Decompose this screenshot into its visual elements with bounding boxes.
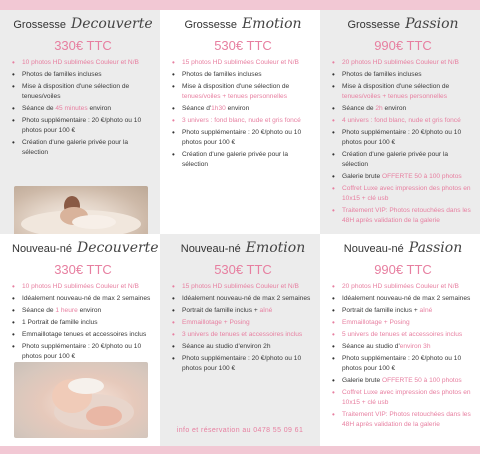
feature-text: sublimées Couleur et N/B bbox=[222, 283, 299, 290]
feature-text: Mise à disposition d'une sélection de bbox=[342, 83, 450, 90]
feature-item bbox=[332, 116, 474, 126]
feature-text: de tenues et accessoires inclus bbox=[208, 331, 303, 338]
feature-item bbox=[332, 376, 474, 386]
feature-item bbox=[12, 70, 154, 80]
section-nouveau-ne bbox=[0, 234, 480, 446]
package-title bbox=[12, 16, 154, 36]
feature-text: sublimées Couleur et N/B bbox=[222, 59, 299, 66]
package-price: 330€ TTC bbox=[54, 38, 112, 53]
feature-item bbox=[332, 294, 474, 304]
top-band bbox=[0, 0, 480, 10]
feature-text: Galerie brute bbox=[342, 173, 382, 180]
feature-text: sublimées Couleur et N/B bbox=[382, 59, 459, 66]
feature-text: Idéalement nouveau-né de max 2 semaines bbox=[182, 295, 311, 302]
feature-highlight: Traitement VIP bbox=[342, 207, 386, 214]
feature-item bbox=[332, 318, 474, 328]
feature-highlight: Coffret Luxe bbox=[342, 389, 378, 396]
feature-list bbox=[12, 282, 154, 362]
feature-highlight: environ 3h bbox=[399, 343, 431, 350]
feature-item bbox=[332, 306, 474, 316]
feature-text: environ bbox=[225, 105, 250, 112]
newborn-photo-illustration bbox=[14, 362, 148, 438]
feature-highlight: 20 photos HD bbox=[342, 59, 383, 66]
feature-item bbox=[332, 58, 474, 68]
feature-item bbox=[172, 318, 314, 328]
feature-text: Photos de familles incluses bbox=[182, 71, 262, 78]
feature-text: 1 Portrait de famille inclus bbox=[22, 319, 98, 326]
feature-text: Mise à disposition d'une sélection de tenues/voiles bbox=[22, 83, 130, 100]
package-title bbox=[332, 240, 474, 260]
feature-text: environ bbox=[87, 105, 112, 112]
feature-highlight: Coffret Luxe bbox=[342, 185, 378, 192]
feature-highlight: clé usb bbox=[367, 195, 389, 202]
feature-text: Photo supplémentaire : 20 €/photo ou 10 photos pour 100 € bbox=[22, 117, 142, 134]
feature-item bbox=[332, 354, 474, 374]
feature-item bbox=[332, 150, 474, 170]
feature-item bbox=[332, 410, 474, 430]
feature-text: Portrait de famille inclus + bbox=[342, 307, 420, 314]
package-grossesse-decouverte bbox=[0, 10, 160, 234]
feature-item bbox=[172, 82, 314, 102]
feature-item bbox=[172, 58, 314, 68]
feature-highlight: 45 minutes bbox=[55, 105, 88, 112]
package-price: 530€ TTC bbox=[214, 262, 272, 277]
feature-list bbox=[12, 58, 154, 158]
feature-highlight: 5 univers bbox=[342, 331, 369, 338]
feature-item bbox=[332, 330, 474, 340]
package-grossesse-emotion bbox=[160, 10, 320, 234]
feature-text: Idéalement nouveau-né de max 2 semaines bbox=[22, 295, 151, 302]
feature-highlight: aîné bbox=[419, 307, 433, 314]
feature-highlight: 15 photos HD bbox=[182, 283, 223, 290]
feature-item bbox=[332, 184, 474, 204]
feature-list bbox=[172, 58, 314, 170]
feature-item bbox=[332, 82, 474, 102]
feature-highlight: 2h bbox=[375, 105, 383, 112]
feature-text: environ bbox=[382, 105, 407, 112]
feature-item bbox=[12, 330, 154, 340]
feature-highlight: 1h30 bbox=[211, 105, 226, 112]
feature-item bbox=[12, 294, 154, 304]
feature-text: Séance d' bbox=[182, 105, 212, 112]
feature-text: Portrait de famille inclus + bbox=[182, 307, 260, 314]
feature-item bbox=[172, 104, 314, 114]
feature-list bbox=[332, 282, 474, 430]
feature-item bbox=[172, 150, 314, 170]
feature-item bbox=[332, 70, 474, 80]
feature-item bbox=[172, 282, 314, 292]
package-title-plain: Grossesse bbox=[347, 19, 401, 31]
feature-text: Photo supplémentaire : 20 €/photo ou 10 photos pour 100 € bbox=[342, 129, 462, 146]
feature-text: : fond blanc, nude et gris foncé bbox=[208, 117, 301, 124]
feature-highlight: 15 photos HD bbox=[182, 59, 223, 66]
feature-text: avec impression des photos en 10x15 + bbox=[342, 389, 471, 406]
feature-text: Idéalement nouveau-né de max 2 semaines bbox=[342, 295, 471, 302]
feature-item bbox=[12, 58, 154, 68]
feature-highlight: OFFERTE 50 à 100 photos bbox=[381, 377, 462, 384]
package-price: 330€ TTC bbox=[54, 262, 112, 277]
feature-item bbox=[332, 388, 474, 408]
package-title-plain: Nouveau-né bbox=[12, 243, 72, 255]
feature-item bbox=[172, 330, 314, 340]
feature-item bbox=[12, 82, 154, 102]
feature-item bbox=[172, 342, 314, 352]
feature-text: Séance au studio d' bbox=[342, 343, 400, 350]
feature-highlight: 10 photos HD bbox=[22, 59, 63, 66]
feature-text: Séance de bbox=[22, 105, 56, 112]
feature-text: Séance au studio d'environ 2h bbox=[182, 343, 271, 350]
feature-text: Photo supplémentaire : 20 €/photo ou 10 photos pour 100 € bbox=[182, 355, 302, 372]
feature-item bbox=[332, 104, 474, 114]
newborn-photo bbox=[14, 362, 148, 438]
feature-text: Création d'une galerie privée pour la sélection bbox=[22, 139, 129, 156]
feature-item bbox=[172, 128, 314, 148]
pregnancy-photo-illustration bbox=[14, 186, 148, 236]
section-grossesse bbox=[0, 10, 480, 234]
feature-text: Photo supplémentaire : 20 €/photo ou 10 photos pour 100 € bbox=[22, 343, 142, 360]
feature-text: sublimées Couleur et N/B bbox=[382, 283, 459, 290]
feature-highlight: 4 univers bbox=[342, 117, 369, 124]
package-price: 990€ TTC bbox=[374, 262, 432, 277]
feature-text: Photo supplémentaire : 20 €/photo ou 10 photos pour 100 € bbox=[342, 355, 462, 372]
feature-text: Séance de bbox=[22, 307, 56, 314]
feature-text: : Photos retouchées dans les 48H après validation de la galerie bbox=[342, 411, 471, 428]
feature-item bbox=[332, 206, 474, 226]
feature-highlight: 3 univers bbox=[182, 331, 209, 338]
feature-highlight: 10 photos HD bbox=[22, 283, 63, 290]
package-title bbox=[172, 16, 314, 36]
feature-item bbox=[12, 116, 154, 136]
feature-list bbox=[172, 282, 314, 374]
feature-highlight: OFFERTE 50 à 100 photos bbox=[381, 173, 462, 180]
feature-highlight: Emmaillotage + Posing bbox=[342, 319, 410, 326]
feature-text: avec impression des photos en 10x15 + bbox=[342, 185, 471, 202]
feature-text: sublimées Couleur et N/B bbox=[62, 283, 139, 290]
feature-highlight: tenues/voiles + tenues personnelles bbox=[182, 93, 288, 100]
package-title-script: Passion bbox=[408, 240, 463, 256]
feature-item bbox=[172, 116, 314, 126]
pregnancy-photo bbox=[14, 186, 148, 236]
feature-highlight: 20 photos HD bbox=[342, 283, 383, 290]
feature-text: de tenues et accessoires inclus bbox=[368, 331, 463, 338]
feature-text: Création d'une galerie privée pour la sélection bbox=[182, 151, 289, 168]
package-title-plain: Grossesse bbox=[13, 19, 66, 31]
feature-text: : fond blanc, nude et gris foncé bbox=[368, 117, 461, 124]
feature-text: environ bbox=[77, 307, 102, 314]
feature-text: Séance de bbox=[342, 105, 376, 112]
contact-info: info et réservation au 0478 55 09 61 bbox=[176, 427, 304, 434]
feature-item bbox=[12, 138, 154, 158]
feature-text: : Photos retouchées dans les 48H après validation de la galerie bbox=[342, 207, 471, 224]
feature-item bbox=[332, 342, 474, 352]
package-nouveau-ne-emotion bbox=[160, 234, 320, 446]
feature-highlight: aîné bbox=[259, 307, 273, 314]
feature-highlight: 3 univers bbox=[182, 117, 209, 124]
feature-item bbox=[12, 342, 154, 362]
package-title bbox=[332, 16, 474, 36]
package-title-plain: Nouveau-né bbox=[343, 243, 404, 255]
package-title-script: Decouverte bbox=[77, 240, 159, 256]
feature-text: Emmaillotage tenues et accessoires inclus bbox=[22, 331, 147, 338]
feature-item bbox=[172, 306, 314, 316]
feature-item bbox=[332, 282, 474, 292]
feature-item bbox=[12, 104, 154, 114]
feature-item bbox=[332, 128, 474, 148]
package-nouveau-ne-passion bbox=[320, 234, 480, 446]
feature-highlight: tenues/voiles + tenues personnelles bbox=[342, 93, 448, 100]
package-title-plain: Nouveau-né bbox=[180, 243, 241, 255]
package-price: 530€ TTC bbox=[214, 38, 272, 53]
feature-highlight: 1 heure bbox=[55, 307, 78, 314]
package-title-plain: Grossesse bbox=[184, 19, 238, 31]
feature-item bbox=[12, 282, 154, 292]
feature-text: Photos de familles incluses bbox=[342, 71, 422, 78]
feature-list bbox=[332, 58, 474, 226]
package-title-script: Passion bbox=[405, 16, 459, 32]
feature-text: Photo supplémentaire : 20 €/photo ou 10 photos pour 100 € bbox=[182, 129, 302, 146]
package-title-script: Emotion bbox=[242, 16, 302, 32]
feature-item bbox=[172, 294, 314, 304]
feature-item bbox=[12, 318, 154, 328]
feature-highlight: Traitement VIP bbox=[342, 411, 386, 418]
package-grossesse-passion bbox=[320, 10, 480, 234]
package-title bbox=[172, 240, 314, 260]
feature-item bbox=[332, 172, 474, 182]
package-price: 990€ TTC bbox=[374, 38, 432, 53]
feature-item bbox=[12, 306, 154, 316]
feature-text: Galerie brute bbox=[342, 377, 382, 384]
feature-text: sublimées Couleur et N/B bbox=[62, 59, 139, 66]
feature-text: Création d'une galerie privée pour la sélection bbox=[342, 151, 449, 168]
bottom-band bbox=[0, 446, 480, 454]
feature-text: Mise à disposition d'une sélection de bbox=[182, 83, 290, 90]
feature-item bbox=[172, 354, 314, 374]
feature-highlight: clé usb bbox=[367, 399, 389, 406]
feature-text: Photos de familles incluses bbox=[22, 71, 102, 78]
package-title-script: Decouverte bbox=[71, 16, 153, 32]
package-title-script: Emotion bbox=[245, 240, 306, 256]
feature-item bbox=[172, 70, 314, 80]
package-title bbox=[12, 240, 159, 260]
feature-highlight: Emmaillotage + Posing bbox=[182, 319, 250, 326]
package-nouveau-ne-decouverte bbox=[0, 234, 160, 446]
